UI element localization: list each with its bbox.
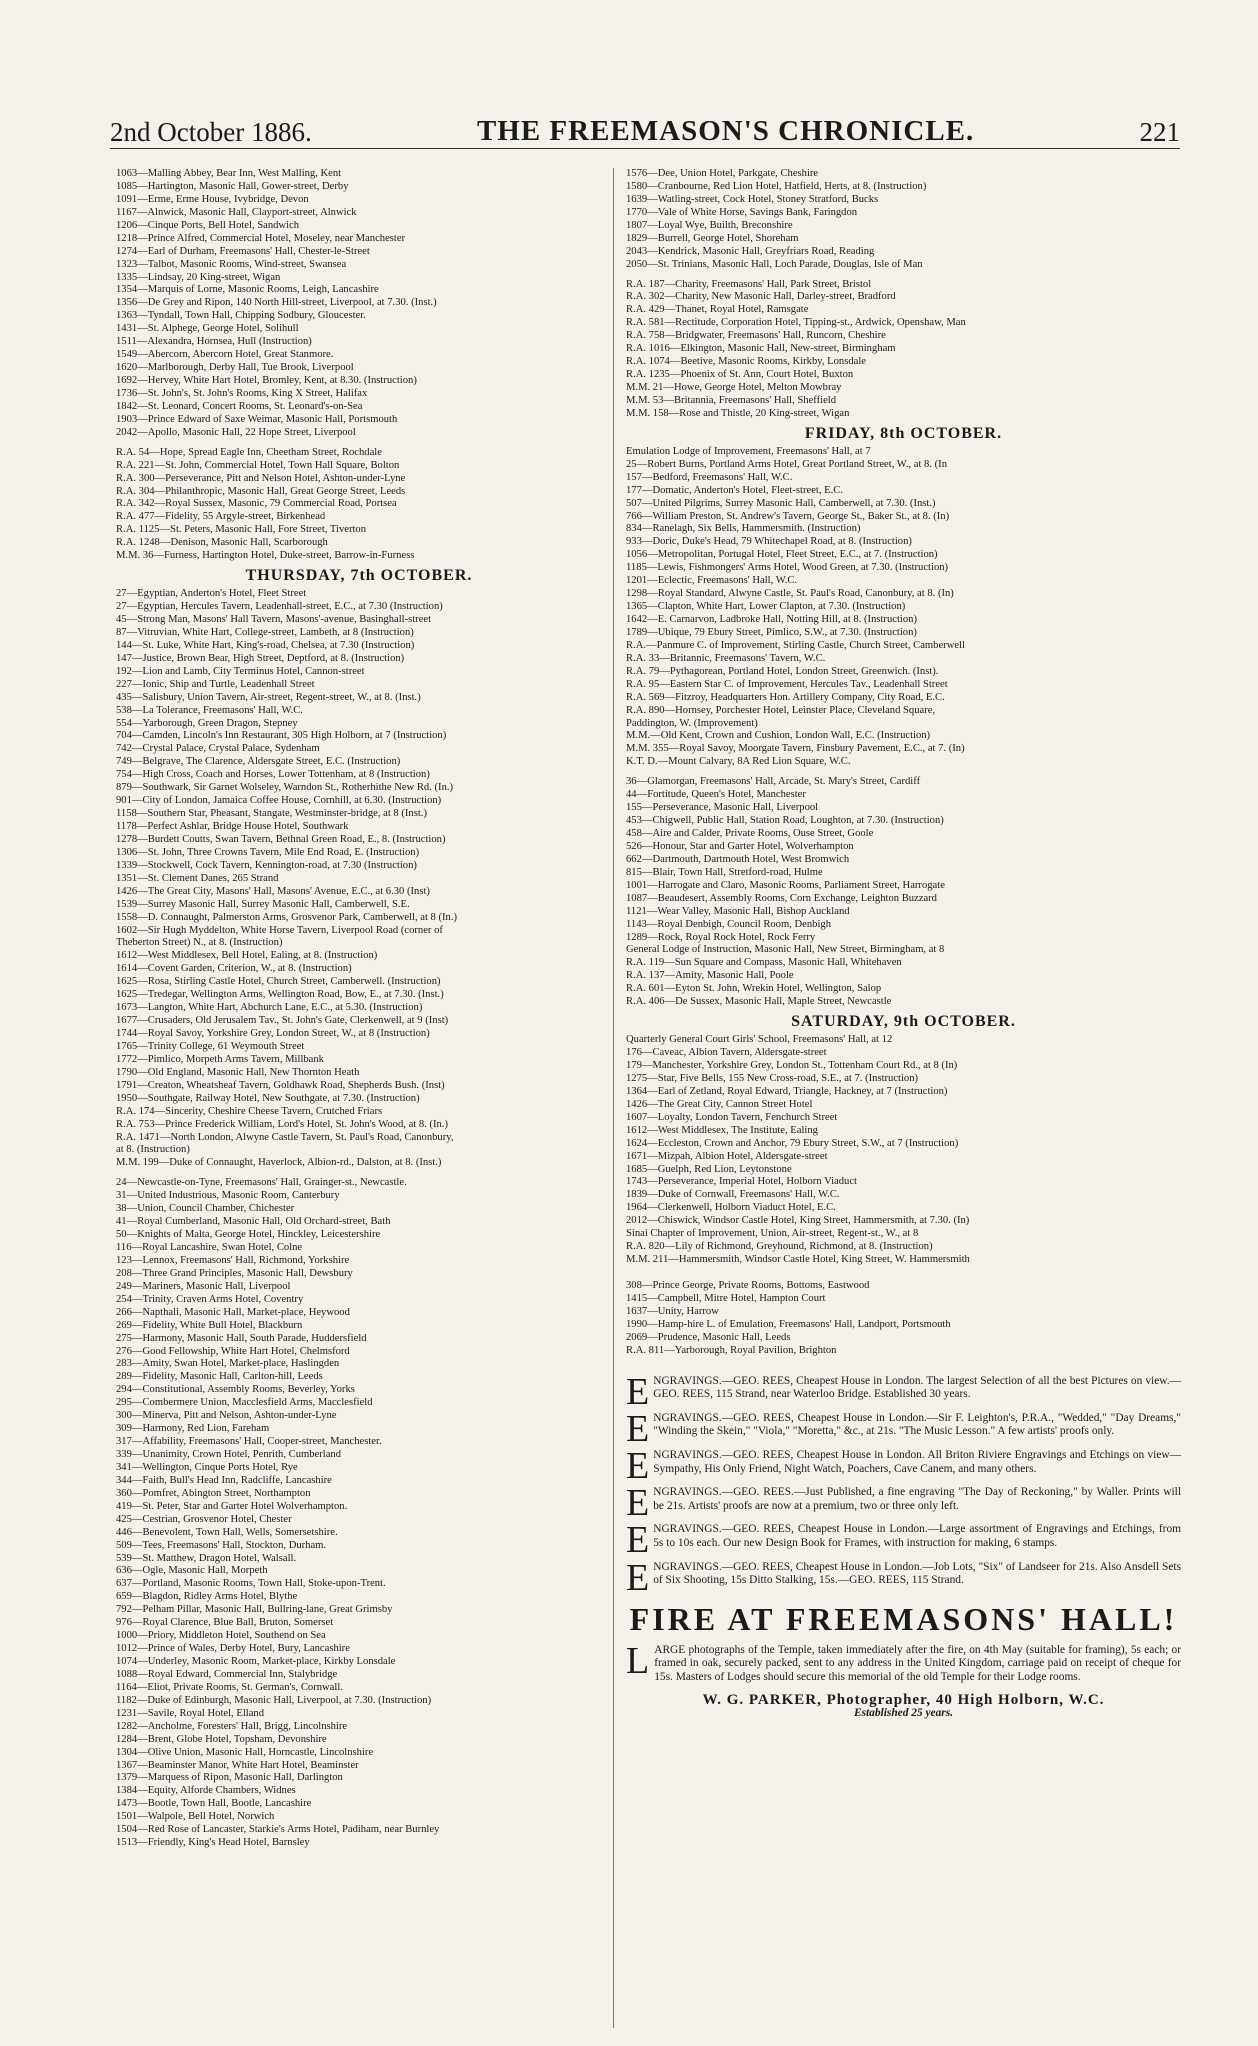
lodge-entry: 636—Ogle, Masonic Hall, Morpeth: [116, 1565, 268, 1577]
lodge-entry: 341—Wellington, Cinque Ports Hotel, Rye: [116, 1461, 298, 1473]
advert-engravings: [626, 1444, 1181, 1487]
lodge-entry: 2043—Kendrick, Masonic Hall, Greyfriars Road, Reading: [626, 245, 875, 257]
lodge-entry: R.A. 137—Amity, Masonic Hall, Poole: [626, 970, 794, 982]
lodge-entry: 1356—De Grey and Ripon, 140 North Hill-street, Liverpool, at 7.30. (Inst.): [116, 297, 437, 309]
lodge-entry: 266—Napthali, Masonic Hall, Market-place, Heywood: [116, 1306, 350, 1318]
lodge-entry: 1770—Vale of White Horse, Savings Bank, Faringdon: [626, 206, 858, 218]
lodge-entry: 662—Dartmouth, Dartmouth Hotel, West Bromwich: [626, 853, 850, 865]
advert-text: NGRAVINGS.—GEO. REES, Cheapest House in London.—Job Lots, "Six" of Landseer for 21s. Also Ansdell Sets of Six Shooting, 15s Ditto Stalking, 15s.—GEO. REES, 115 Strand.: [653, 1560, 1181, 1587]
lodge-entry: M.M. 53—Britannia, Freemasons' Hall, Sheffield: [626, 394, 837, 406]
advert-text: NGRAVINGS.—GEO. REES, Cheapest House in London. The largest Selection of all the best Pictures on view.—GEO. REES, 115 Strand, near Waterloo Bridge. Established 30 years.: [653, 1374, 1181, 1401]
lodge-entry: R.A. 79—Pythagorean, Portland Hotel, London Street, Greenwich. (Inst).: [626, 665, 939, 677]
lodge-entry: R.A. 753—Prince Frederick William, Lord's Hotel, St. John's Wood, at 8. (In.): [116, 1118, 448, 1130]
advert-text: NGRAVINGS.—GEO. REES, Cheapest House in London.—Large assortment of Engravings and Etchings, from 5s to 10s each. Our new Design Book for Frames, with instruction for making, 6 stamps.: [653, 1523, 1181, 1549]
lodge-entry: 749—Belgrave, The Clarence, Aldersgate Street, E.C. (Instruction): [116, 756, 401, 768]
lodge-entry: 538—La Tolerance, Freemasons' Hall, W.C.: [116, 704, 303, 716]
lodge-entry: 1063—Malling Abbey, Bear Inn, West Malling, Kent: [116, 168, 342, 179]
lodge-entry: M.M. 36—Furness, Hartington Hotel, Duke-street, Barrow-in-Furness: [116, 550, 415, 562]
advert-engravings: [626, 1556, 1181, 1599]
lodge-entry: R.A. 54—Hope, Spread Eagle Inn, Cheetham Street, Rochdale: [116, 446, 382, 458]
spacer: [116, 1170, 602, 1177]
lodge-entry: 1692—Hervey, White Hart Hotel, Bromley, Kent, at 8.30. (Instruction): [116, 375, 417, 386]
lodge-entry: R.A. 811—Yarborough, Royal Pavilion, Brighton: [626, 1344, 837, 1356]
advert-engravings: [626, 1370, 1181, 1413]
page-header: [110, 108, 1180, 149]
lodge-entry: 815—Blair, Town Hall, Stretford-road, Hulme: [626, 866, 823, 878]
lodge-entry: 659—Blagdon, Ridley Arms Hotel, Blythe: [116, 1591, 298, 1603]
lodge-list-wednesday-provincial-cont: [626, 168, 1181, 272]
lodge-entry: 1614—Covent Garden, Criterion, W., at 8. (Instruction): [116, 963, 352, 975]
lodge-entry: 1351—St. Clement Danes, 265 Strand: [116, 872, 279, 884]
lodge-entry: 1620—Marlborough, Derby Hall, Tue Brook, Liverpool: [116, 362, 354, 374]
lodge-entry: 25—Robert Burns, Portland Arms Hotel, Great Portland Street, W., at 8. (In: [626, 458, 948, 470]
lodge-entry: 901—City of London, Jamaica Coffee House, Cornhill, at 6.30. (Instruction): [116, 795, 442, 807]
lodge-entry: 1185—Lewis, Fishmongers' Arms Hotel, Wood Green, at 7.30. (Instruction): [626, 562, 949, 574]
fire-advert-body: [626, 1639, 1181, 1685]
lodge-entry: 227—Ionic, Ship and Turtle, Leadenhall Street: [116, 678, 315, 690]
advert-engravings: [626, 1482, 1181, 1525]
left-column: [116, 168, 602, 1850]
lodge-entry: 792—Pelham Pillar, Masonic Hall, Bullring-lane, Great Grimsby: [116, 1604, 393, 1616]
lodge-entry: 1339—Stockwell, Cock Tavern, Kennington-road, at 7.30 (Instruction): [116, 859, 417, 871]
advert-text: NGRAVINGS.—GEO. REES, Cheapest House in London.—Sir F. Leighton's, P.R.A., "Wedded," "Day Dreams," "Winding the Skein," "Viola," "Moretta," &c., at 21s. "The Music Lesson." A few artists' proofs only.: [653, 1411, 1181, 1438]
lodge-entry: R.A. 581—Rectitude, Corporation Hotel, Tipping-st., Ardwick, Openshaw, Man: [626, 317, 966, 329]
lodge-entry: 1001—Harrogate and Claro, Masonic Rooms, Parliament Street, Harrogate: [626, 879, 945, 891]
spacer: [116, 440, 602, 447]
lodge-entry: R.A. 302—Charity, New Masonic Hall, Darley-street, Bradford: [626, 291, 896, 303]
lodge-entry: 1624—Eccleston, Crown and Anchor, 79 Ebury Street, S.W., at 7 (Instruction): [626, 1137, 959, 1149]
right-column: [626, 168, 1181, 1720]
lodge-entry: R.A. 601—Eyton St. John, Wrekin Hotel, Wellington, Salop: [626, 983, 882, 995]
lodge-entry: 1473—Bootle, Town Hall, Bootle, Lancashire: [116, 1798, 312, 1810]
lodge-entry: 27—Egyptian, Anderton's Hotel, Fleet Street: [116, 588, 307, 600]
drop-cap: L: [626, 1639, 650, 1682]
lodge-entry: R.A. 33—Britannic, Freemasons' Tavern, W.C.: [626, 652, 826, 664]
lodge-entry: Theberton Street) N., at 8. (Instruction): [116, 937, 283, 949]
lodge-entry: 1625—Tredegar, Wellington Arms, Wellington Road, Bow, E., at 7.30. (Inst.): [116, 989, 444, 1001]
lodge-entry: 1091—Erme, Erme House, Ivybridge, Devon: [116, 193, 309, 205]
lodge-entry: 1964—Clerkenwell, Holborn Viaduct Hotel, E.C.: [626, 1202, 836, 1214]
lodge-entry: K.T. D.—Mount Calvary, 8A Red Lion Square, W.C.: [626, 756, 851, 768]
lodge-entry: R.A. 758—Bridgwater, Freemasons' Hall, Runcorn, Cheshire: [626, 330, 886, 342]
drop-cap: E: [626, 1519, 650, 1562]
lodge-entry: 1903—Prince Edward of Saxe Weimar, Masonic Hall, Portsmouth: [116, 413, 398, 425]
lodge-entry: M.M. 21—Howe, George Hotel, Melton Mowbray: [626, 382, 842, 393]
lodge-entry: 1275—Star, Five Bells, 155 New Cross-road, S.E., at 7. (Instruction): [626, 1072, 919, 1084]
lodge-entry: R.A. 429—Thanet, Royal Hotel, Ramsgate: [626, 304, 809, 316]
lodge-entry: 1842—St. Leonard, Concert Rooms, St. Leonard's-on-Sea: [116, 400, 363, 412]
lodge-entry: 295—Combermere Union, Macclesfield Arms, Macclesfield: [116, 1397, 373, 1409]
lodge-entry: R.A. 1235—Phoenix of St. Ann, Court Hotel, Buxton: [626, 369, 854, 381]
lodge-entry: 1612—West Middlesex, The Institute, Ealing: [626, 1124, 818, 1136]
lodge-entry: 1000—Priory, Middleton Hotel, Southend on Sea: [116, 1630, 326, 1642]
lodge-entry: 1504—Red Rose of Lancaster, Starkie's Arms Hotel, Padiham, near Burnley: [116, 1824, 440, 1836]
lodge-entry: 1284—Brent, Globe Hotel, Topsham, Devonshire: [116, 1733, 327, 1745]
lodge-entry: 1580—Cranbourne, Red Lion Hotel, Hatfield, Herts, at 8. (Instruction): [626, 180, 927, 192]
lodge-entry: R.A. 304—Philanthropic, Masonic Hall, Great George Street, Leeds: [116, 485, 406, 497]
photographer-name: W. G. PARKER, Photographer, 40 High Holborn, W.C.: [702, 1692, 1105, 1709]
drop-cap: E: [626, 1556, 650, 1599]
drop-cap: E: [626, 1444, 650, 1487]
lodge-entry: 526—Honour, Star and Garter Hotel, Wolverhampton: [626, 840, 854, 852]
lodge-entry: 289—Fidelity, Masonic Hall, Carlton-hill, Leeds: [116, 1371, 323, 1383]
drop-cap: E: [626, 1482, 650, 1525]
lodge-entry: 1673—Langton, White Hart, Abchurch Lane, E.C., at 5.30. (Instruction): [116, 1002, 423, 1014]
advert-engravings: [626, 1407, 1181, 1450]
fire-advert-text: ARGE photographs of the Temple, taken immediately after the fire, on 4th May (suitable for framing), 5s each; or framed in oak, securely packed, sent to any address in the United Kingdom, carriage paid on receipt of cheque for 15s. Masters of Lodges should secure this memorial of the old Temple for their Lodge rooms.: [654, 1643, 1181, 1683]
lodge-entry: 1384—Equity, Alforde Chambers, Widnes: [116, 1785, 296, 1797]
drop-cap: E: [626, 1407, 650, 1450]
lodge-entry: R.A. 174—Sincerity, Cheshire Cheese Tavern, Crutched Friars: [116, 1105, 383, 1117]
lodge-entry: 2050—St. Trinians, Masonic Hall, Loch Parade, Douglas, Isle of Man: [626, 258, 923, 270]
lodge-entry: R.A. 1074—Beetive, Masonic Rooms, Kirkby, Lonsdale: [626, 356, 866, 368]
lodge-entry: 38—Union, Council Chamber, Chichester: [116, 1203, 295, 1215]
lodge-entry: 179—Manchester, Yorkshire Grey, London St., Tottenham Court Rd., at 8 (In): [626, 1060, 958, 1071]
lodge-entry: 507—United Pilgrims, Surrey Masonic Hall, Camberwell, at 7.30. (Inst.): [626, 497, 936, 509]
lodge-entry: 45—Strong Man, Masons' Hall Tavern, Masons'-avenue, Basinghall-street: [116, 614, 432, 625]
lodge-entry: 208—Three Grand Principles, Masonic Hall, Dewsbury: [116, 1267, 353, 1279]
lodge-entry: 249—Mariners, Masonic Hall, Liverpool: [116, 1280, 291, 1292]
lodge-entry: 1167—Alnwick, Masonic Hall, Clayport-street, Alnwick: [116, 206, 357, 218]
lodge-entry: R.A. 1125—St. Peters, Masonic Hall, Fore Street, Tiverton: [116, 524, 367, 536]
lodge-entry: [626, 1267, 1181, 1280]
lodge-entry: 1164—Eliot, Private Rooms, St. German's, Cornwall.: [116, 1681, 343, 1693]
lodge-entry: 1088—Royal Edward, Commercial Inn, Stalybridge: [116, 1668, 338, 1680]
lodge-entry: 704—Camden, Lincoln's Inn Restaurant, 305 High Holborn, at 7 (Instruction): [116, 730, 447, 742]
lodge-list-saturday: [626, 1034, 1181, 1357]
lodge-entry: 766—William Preston, St. Andrew's Tavern, George St., Baker St., at 8. (In): [626, 510, 950, 522]
lodge-entry: 123—Lennox, Freemasons' Hall, Richmond, Yorkshire: [116, 1254, 350, 1266]
lodge-entry: 1278—Burdett Coutts, Swan Tavern, Bethnal Green Road, E., 8. (Instruction): [116, 833, 446, 845]
lodge-list-wednesday-chapters: [116, 447, 602, 563]
spacer: [626, 272, 1181, 279]
lodge-entry: 1231—Savile, Royal Hotel, Elland: [116, 1707, 264, 1719]
lodge-entry: 147—Justice, Brown Bear, High Street, Deptford, at 8. (Instruction): [116, 652, 405, 664]
lodge-entry: R.A. 820—Lily of Richmond, Greyhound, Richmond, at 8. (Instruction): [626, 1241, 933, 1253]
lodge-entry: 1642—E. Carnarvon, Ladbroke Hall, Notting Hill, at 8. (Instruction): [626, 614, 917, 625]
lodge-entry: 509—Tees, Freemasons' Hall, Stockton, Durham.: [116, 1539, 327, 1551]
lodge-entry: 1306—St. John, Three Crowns Tavern, Mile End Road, E. (Instruction): [116, 846, 420, 858]
lodge-list-friday-london: [626, 446, 1181, 769]
lodge-list-wednesday-provincial: [116, 168, 602, 440]
lodge-entry: 1304—Olive Union, Masonic Hall, Horncastle, Lincolnshire: [116, 1746, 374, 1758]
lodge-entry: 1074—Underley, Masonic Room, Market-place, Kirkby Lonsdale: [116, 1656, 396, 1667]
lodge-entry: at 8. (Instruction): [116, 1144, 190, 1156]
lodge-entry: 435—Salisbury, Union Tavern, Air-street, Regent-street, W., at 8. (Inst.): [116, 691, 421, 703]
lodge-entry: 294—Constitutional, Assembly Rooms, Beverley, Yorks: [116, 1384, 355, 1396]
lodge-entry: 1178—Perfect Ashlar, Bridge House Hotel, Southwark: [116, 821, 349, 832]
lodge-entry: 1637—Unity, Harrow: [626, 1305, 719, 1317]
lodge-entry: R.A. 221—St. John, Commercial Hotel, Town Hall Square, Bolton: [116, 459, 400, 471]
lodge-entry: 1612—West Middlesex, Bell Hotel, Ealing, at 8. (Instruction): [116, 950, 378, 962]
lodge-entry: 116—Royal Lancashire, Swan Hotel, Colne: [116, 1242, 303, 1253]
lodge-entry: 27—Egyptian, Hercules Tavern, Leadenhall-street, E.C., at 7.30 (Instruction): [116, 601, 443, 613]
established-note: Established 25 years.: [853, 1707, 954, 1720]
lodge-entry: M.M.—Old Kent, Crown and Cushion, London Wall, E.C. (Instruction): [626, 730, 931, 742]
lodge-entry: Quarterly General Court Girls' School, Freemasons' Hall, at 12: [626, 1034, 893, 1046]
saturday-heading: SATURDAY, 9th OCTOBER.: [791, 1013, 1016, 1031]
lodge-entry: 976—Royal Clarence, Blue Ball, Bruton, Somerset: [116, 1617, 334, 1629]
lodge-entry: 1549—Abercorn, Abercorn Hotel, Great Stanmore.: [116, 349, 334, 361]
fire-advert-heading: FIRE AT FREEMASONS' HALL!: [629, 1600, 1178, 1637]
lodge-entry: General Lodge of Instruction, Masonic Hall, New Street, Birmingham, at 8: [626, 944, 945, 956]
lodge-entry: R.A. 477—Fidelity, 55 Argyle-street, Birkenhead: [116, 511, 326, 523]
lodge-entry: R.A. 95—Eastern Star C. of Improvement, Hercules Tav., Leadenhall Street: [626, 678, 948, 690]
lodge-entry: 24—Newcastle-on-Tyne, Freemasons' Hall, Grainger-st., Newcastle.: [116, 1177, 407, 1189]
lodge-entry: M.M. 211—Hammersmith, Windsor Castle Hotel, King Street, W. Hammersmith: [626, 1254, 970, 1266]
lodge-entry: Sinai Chapter of Improvement, Union, Air-street, Regent-st., W., at 8: [626, 1228, 919, 1240]
lodge-entry: R.A. 1016—Elkington, Masonic Hall, New-street, Birmingham: [626, 343, 896, 355]
lodge-entry: 1426—The Great City, Masons' Hall, Masons' Avenue, E.C., at 6.30 (Inst): [116, 885, 430, 897]
lodge-entry: 1950—Southgate, Railway Hotel, New Southgate, at 7.30. (Instruction): [116, 1092, 420, 1104]
lodge-entry: R.A. 569—Fitzroy, Headquarters Hon. Artillery Company, City Road, E.C.: [626, 691, 945, 703]
lodge-entry: 1839—Duke of Cornwall, Freemasons' Hall, W.C.: [626, 1189, 840, 1201]
lodge-entry: R.A.—Panmure C. of Improvement, Stirling Castle, Church Street, Camberwell: [626, 639, 965, 651]
issue-date: 2nd October 1886.: [110, 117, 312, 147]
lodge-entry: 879—Southwark, Sir Garnet Wolseley, Warndon St., Rotherhithe New Rd. (In.): [116, 782, 454, 794]
lodge-entry: 1789—Ubique, 79 Ebury Street, Pimlico, S.W., at 7.30. (Instruction): [626, 626, 917, 638]
lodge-entry: 1274—Earl of Durham, Freemasons' Hall, Chester-le-Street: [116, 245, 370, 257]
lodge-entry: 1625—Rosa, Stirling Castle Hotel, Church Street, Camberwell. (Instruction): [116, 976, 441, 988]
lodge-entry: 254—Trinity, Craven Arms Hotel, Coventry: [116, 1293, 304, 1305]
lodge-entry: R.A. 1248—Denison, Masonic Hall, Scarborough: [116, 537, 328, 549]
lodge-entry: 50—Knights of Malta, George Hotel, Hinckley, Leicestershire: [116, 1229, 381, 1241]
page-number: 221: [1139, 117, 1180, 147]
lodge-entry: 1607—Loyalty, London Tavern, Fenchurch Street: [626, 1111, 838, 1123]
lodge-entry: 1576—Dee, Union Hotel, Parkgate, Cheshire: [626, 168, 819, 179]
lodge-entry: 1791—Creaton, Wheatsheaf Tavern, Goldhawk Road, Shepherds Bush. (Inst): [116, 1079, 445, 1091]
lodge-entry: 458—Aire and Calder, Private Rooms, Ouse Street, Goole: [626, 828, 874, 839]
advert-text: NGRAVINGS.—GEO. REES, Cheapest House in London. All Briton Riviere Engravings and Etchings on view—Sympathy, His Only Friend, Night Watch, Poachers, Cave Canem, and many others.: [653, 1448, 1181, 1475]
lodge-entry: 933—Doric, Duke's Head, 79 Whitechapel Road, at 8. (Instruction): [626, 536, 912, 548]
lodge-entry: 637—Portland, Masonic Rooms, Town Hall, Stoke-upon-Trent.: [116, 1578, 386, 1590]
advert-engravings: [626, 1519, 1181, 1562]
lodge-entry: 41—Royal Cumberland, Masonic Hall, Old Orchard-street, Bath: [116, 1216, 391, 1228]
lodge-entry: M.M. 199—Duke of Connaught, Haverlock, Albion-rd., Dalston, at 8. (Inst.): [116, 1157, 442, 1169]
lodge-entry: 157—Bedford, Freemasons' Hall, W.C.: [626, 471, 793, 483]
lodge-entry: 339—Unanimity, Crown Hotel, Penrith, Cumberland: [116, 1449, 341, 1460]
lodge-list-thursday-london: [116, 588, 602, 1170]
lodge-entry: R.A. 119—Sun Square and Compass, Masonic Hall, Whitehaven: [626, 957, 902, 969]
lodge-entry: R.A. 300—Perseverance, Pitt and Nelson Hotel, Ashton-under-Lyne: [116, 472, 406, 484]
lodge-entry: Emulation Lodge of Improvement, Freemasons' Hall, at 7: [626, 445, 871, 457]
lodge-entry: 1743—Perseverance, Imperial Hotel, Holborn Viaduct: [626, 1176, 857, 1188]
lodge-entry: 44—Fortitude, Queen's Hotel, Manchester: [626, 789, 806, 801]
lodge-entry: 1218—Prince Alfred, Commercial Hotel, Moseley, near Manchester: [116, 232, 406, 244]
lodge-entry: 177—Domatic, Anderton's Hotel, Fleet-street, E.C.: [626, 484, 843, 496]
lodge-list-wednesday-chapters-cont: [626, 279, 1181, 421]
lodge-entry: 1206—Cinque Ports, Bell Hotel, Sandwich: [116, 219, 300, 231]
lodge-entry: 1354—Marquis of Lorne, Masonic Rooms, Leigh, Lancashire: [116, 284, 379, 296]
lodge-entry: 176—Caveac, Albion Tavern, Aldersgate-street: [626, 1047, 827, 1059]
lodge-entry: 36—Glamorgan, Freemasons' Hall, Arcade, St. Mary's Street, Cardiff: [626, 776, 921, 788]
lodge-entry: 425—Cestrian, Grosvenor Hotel, Chester: [116, 1513, 292, 1525]
lodge-entry: 1379—Marquess of Ripon, Masonic Hall, Darlington: [116, 1772, 343, 1784]
lodge-list-friday-provincial: [626, 776, 1181, 1009]
lodge-entry: 1765—Trinity College, 61 Weymouth Street: [116, 1040, 305, 1052]
lodge-entry: Paddington, W. (Improvement): [626, 717, 758, 729]
drop-cap: E: [626, 1370, 650, 1413]
lodge-entry: 2012—Chiswick, Windsor Castle Hotel, King Street, Hammersmith, at 7.30. (In): [626, 1215, 970, 1227]
advertisements: [626, 1370, 1181, 1599]
lodge-entry: 1511—Alexandra, Hornsea, Hull (Instruction): [116, 336, 312, 348]
lodge-entry: 1772—Pimlico, Morpeth Arms Tavern, Millbank: [116, 1053, 324, 1065]
lodge-entry: 276—Good Fellowship, White Hart Hotel, Chelmsford: [116, 1345, 350, 1357]
lodge-entry: 1744—Royal Savoy, Yorkshire Grey, London Street, W., at 8 (Instruction): [116, 1028, 430, 1039]
lodge-entry: 1367—Beaminster Manor, White Hart Hotel, Beaminster: [116, 1759, 359, 1771]
lodge-entry: 1685—Guelph, Red Lion, Leytonstone: [626, 1163, 792, 1175]
lodge-entry: M.M. 158—Rose and Thistle, 20 King-street, Wigan: [626, 407, 850, 419]
lodge-entry: 1790—Old England, Masonic Hall, New Thornton Heath: [116, 1066, 360, 1078]
lodge-entry: 2042—Apollo, Masonic Hall, 22 Hope Street, Liverpool: [116, 426, 356, 438]
lodge-entry: 300—Minerva, Pitt and Nelson, Ashton-under-Lyne: [116, 1410, 337, 1422]
lodge-entry: 360—Pomfret, Abington Street, Northampton: [116, 1487, 311, 1499]
lodge-entry: 1736—St. John's, St. John's Rooms, King X Street, Halifax: [116, 387, 368, 399]
lodge-entry: 1365—Clapton, White Hart, Lower Clapton, at 7.30. (Instruction): [626, 601, 906, 613]
friday-heading: FRIDAY, 8th OCTOBER.: [804, 424, 1003, 442]
lodge-entry: 834—Ranelagh, Six Bells, Hammersmith. (Instruction): [626, 523, 861, 535]
lodge-entry: 1513—Friendly, King's Head Hotel, Barnsley: [116, 1837, 310, 1849]
lodge-entry: R.A. 187—Charity, Freemasons' Hall, Park Street, Bristol: [626, 278, 872, 290]
lodge-entry: 754—High Cross, Coach and Horses, Lower Tottenham, at 8 (Instruction): [116, 769, 430, 781]
lodge-entry: 275—Harmony, Masonic Hall, South Parade, Huddersfield: [116, 1332, 367, 1344]
advert-text: NGRAVINGS.—GEO. REES.—Just Published, a fine engraving "The Day of Reckoning," by Waller. Prints will be 21s. Artists' proofs are now at a premium, two or three only left.: [653, 1486, 1181, 1512]
lodge-entry: 1158—Southern Star, Pheasant, Stangate, Westminster-bridge, at 8 (Inst.): [116, 808, 427, 820]
lodge-entry: 1298—Royal Standard, Alwyne Castle, St. Paul's Road, Canonbury, at 8. (In): [626, 588, 954, 600]
lodge-entry: 1829—Burrell, George Hotel, Shoreham: [626, 232, 799, 244]
thursday-heading: THURSDAY, 7th OCTOBER.: [245, 567, 473, 585]
lodge-entry: 309—Harmony, Red Lion, Fareham: [116, 1423, 270, 1435]
lodge-entry: 2069—Prudence, Masonic Hall, Leeds: [626, 1331, 791, 1343]
lodge-entry: 1415—Campbell, Mitre Hotel, Hampton Court: [626, 1292, 826, 1304]
lodge-entry: 344—Faith, Bull's Head Inn, Radcliffe, Lancashire: [116, 1474, 332, 1486]
spacer: [626, 1358, 1181, 1372]
lodge-entry: 1085—Hartington, Masonic Hall, Gower-street, Derby: [116, 180, 349, 192]
lodge-entry: 1143—Royal Denbigh, Council Room, Denbigh: [626, 918, 831, 930]
lodge-entry: 1087—Beaudesert, Assembly Rooms, Corn Exchange, Leighton Buzzard: [626, 892, 937, 904]
lodge-entry: 1558—D. Connaught, Palmerston Arms, Grosvenor Park, Camberwell, at 8 (In.): [116, 911, 458, 923]
lodge-entry: 269—Fidelity, White Bull Hotel, Blackburn: [116, 1319, 303, 1331]
lodge-entry: 1056—Metropolitan, Portugal Hotel, Fleet Street, E.C., at 7. (Instruction): [626, 549, 938, 561]
lodge-entry: 1501—Walpole, Bell Hotel, Norwich: [116, 1811, 275, 1823]
lodge-entry: 453—Chigwell, Public Hall, Station Road, Loughton, at 7.30. (Instruction): [626, 815, 944, 827]
lodge-entry: 1323—Talbot, Masonic Rooms, Wind-street, Swansea: [116, 258, 347, 270]
lodge-entry: 144—St. Luke, White Hart, King's-road, Chelsea, at 7.30 (Instruction): [116, 639, 415, 651]
lodge-entry: 192—Lion and Lamb, City Terminus Hotel, Cannon-street: [116, 665, 365, 677]
lodge-entry: R.A. 1471—North London, Alwyne Castle Tavern, St. Paul's Road, Canonbury,: [116, 1131, 454, 1143]
lodge-entry: 1201—Eclectic, Freemasons' Hall, W.C.: [626, 575, 798, 587]
lodge-entry: 1426—The Great City, Cannon Street Hotel: [626, 1098, 813, 1110]
lodge-entry: 308—Prince George, Private Rooms, Bottoms, Eastwood: [626, 1279, 870, 1291]
lodge-entry: 1182—Duke of Edinburgh, Masonic Hall, Liverpool, at 7.30. (Instruction): [116, 1694, 432, 1706]
masthead-title: THE FREEMASON'S CHRONICLE.: [476, 115, 975, 147]
lodge-entry: 1363—Tyndall, Town Hall, Chipping Sodbury, Gloucester.: [116, 310, 366, 322]
lodge-entry: 419—St. Peter, Star and Garter Hotel Wolverhampton.: [116, 1500, 348, 1512]
lodge-entry: R.A. 342—Royal Sussex, Masonic, 79 Commercial Road, Portsea: [116, 498, 397, 510]
lodge-entry: M.M. 355—Royal Savoy, Moorgate Tavern, Finsbury Pavement, E.C., at 7. (In): [626, 743, 965, 755]
lodge-entry: 1807—Loyal Wye, Builth, Breconshire: [626, 219, 793, 231]
lodge-entry: 446—Benevolent, Town Hall, Wells, Somersetshire.: [116, 1526, 338, 1538]
lodge-entry: 1431—St. Alphege, George Hotel, Solihull: [116, 323, 299, 335]
lodge-entry: R.A. 406—De Sussex, Masonic Hall, Maple Street, Newcastle: [626, 996, 892, 1008]
column-divider: [613, 168, 614, 2028]
lodge-entry: 1677—Crusaders, Old Jerusalem Tav., St. John's Gate, Clerkenwell, at 9 (Inst): [116, 1015, 449, 1027]
lodge-entry: 31—United Industrious, Masonic Room, Canterbury: [116, 1190, 340, 1202]
spacer: [626, 769, 1181, 776]
lodge-entry: 1335—Lindsay, 20 King-street, Wigan: [116, 271, 281, 283]
lodge-entry: 742—Crystal Palace, Crystal Palace, Sydenham: [116, 743, 320, 755]
lodge-entry: 1364—Earl of Zetland, Royal Edward, Triangle, Hackney, at 7 (Instruction): [626, 1085, 948, 1097]
lodge-entry: 554—Yarborough, Green Dragon, Stepney: [116, 717, 298, 729]
lodge-entry: 317—Affability, Freemasons' Hall, Cooper-street, Manchester.: [116, 1436, 382, 1448]
lodge-entry: 1602—Sir Hugh Myddelton, White Horse Tavern, Liverpool Road (corner of: [116, 924, 443, 936]
lodge-entry: 1282—Ancholme, Foresters' Hall, Brigg, Lincolnshire: [116, 1720, 348, 1732]
lodge-entry: 1639—Watling-street, Cock Hotel, Stoney Stratford, Bucks: [626, 193, 879, 205]
lodge-entry: 155—Perseverance, Masonic Hall, Liverpool: [626, 802, 819, 814]
lodge-entry: 1671—Mizpah, Albion Hotel, Aldersgate-street: [626, 1150, 828, 1162]
lodge-entry: 87—Vitruvian, White Hart, College-street, Lambeth, at 8 (Instruction): [116, 626, 414, 638]
lodge-entry: 1990—Hamp-hire L. of Emulation, Freemasons' Hall, Landport, Portsmouth: [626, 1318, 951, 1330]
lodge-entry: 1289—Rock, Royal Rock Hotel, Rock Ferry: [626, 931, 816, 943]
lodge-entry: 1012—Prince of Wales, Derby Hotel, Bury, Lancashire: [116, 1643, 350, 1655]
lodge-entry: 1121—Wear Valley, Masonic Hall, Bishop Auckland: [626, 905, 850, 917]
lodge-entry: 283—Amity, Swan Hotel, Market-place, Haslingden: [116, 1358, 340, 1370]
lodge-entry: R.A. 890—Hornsey, Porchester Hotel, Leinster Place, Cleveland Square,: [626, 704, 936, 716]
lodge-entry: 539—St. Matthew, Dragon Hotel, Walsall.: [116, 1552, 297, 1564]
lodge-entry: 1539—Surrey Masonic Hall, Surrey Masonic Hall, Camberwell, S.E.: [116, 898, 410, 910]
lodge-list-thursday-provincial: [116, 1177, 602, 1850]
